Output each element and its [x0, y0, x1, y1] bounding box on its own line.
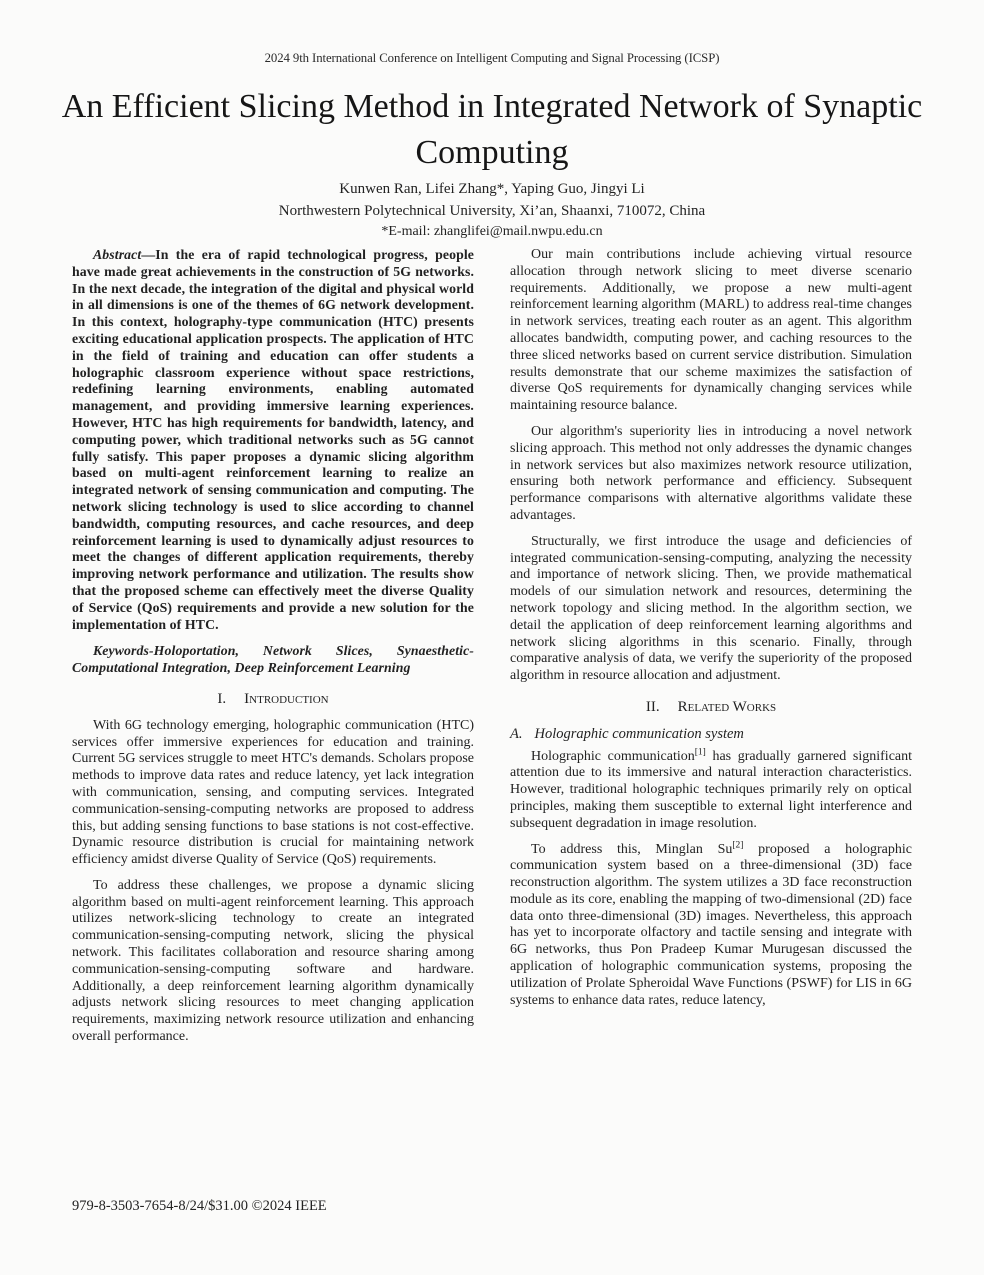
subsection-title: Holographic communication system [534, 725, 744, 742]
citation-ref-1: [1] [694, 746, 706, 757]
paragraph-text: has gradually garnered significant attention due to its immersive and natural interaction characteristics. However, traditional holographic techniques primarily rely on optical principles, making them susceptible to external light interference and subsequent degradation in image resolution. [510, 748, 913, 831]
section-number: II. [645, 698, 660, 715]
paragraph-text: To address this, Minglan Su [531, 841, 733, 857]
left-column [72, 247, 474, 1055]
subsection-heading-a [510, 726, 912, 743]
citation-ref-2: [2] [732, 839, 744, 850]
section-heading-related-works [510, 699, 912, 716]
intro-paragraph-2: To address these challenges, we propose a dynamic slicing algorithm based on multi-agent reinforcement learning. This approach utilizes network-slicing technology to create an integrated communication-sensing-computing network, slicing the physical network. This facilitates collaboration and resource sharing among communication-sensing-computing software and hardware. Additionally, a deep reinforcement learning algorithm dynamically adjusts network slicing resources to meet changing application requirements, maximizing network resource utilization and enhancing overall performance. [72, 877, 474, 1045]
right-column [510, 247, 912, 1055]
authors-line: Kunwen Ran, Lifei Zhang*, Yaping Guo, Jingyi Li [339, 181, 645, 197]
affiliation-line: Northwestern Polytechnical University, Xi’an, Shaanxi, 710072, China [278, 203, 706, 219]
abstract-label: Abstract [93, 247, 142, 262]
section-title: Related Works [677, 698, 777, 715]
section-number: I. [217, 690, 227, 707]
abstract-text: —In the era of rapid technological progress, people have made great achievements in the construction of 5G networks. In the next decade, the integration of the digital and physical world in all dimensions is one of the themes of 6G network development. In this context, holography-type communication (HTC) presents exciting educational application prospects. The application of HTC in the field of training and education can offer students a holographic classroom experience without space restrictions, redefining learning environments, enabling automated management, and providing immersive learning experiences. However, HTC has high requirements for bandwidth, latency, and computing power, which traditional networks such as 5G cannot fully satisfy. This paper proposes a dynamic slicing algorithm based on multi-agent reinforcement learning to realize an integrated network of sensing communication and computing. The network slicing technology is used to slice according to channel bandwidth, computing resources, and cache resources, and deep reinforcement learning is used to dynamically adjust resources to meet the changes of different application requirements, thereby improving network performance and utilization. The results show that the proposed scheme can effectively meet the diverse Quality of Service (QoS) requirements and provide a new solution for the implementation of HTC. [72, 247, 474, 632]
two-column-body [72, 247, 912, 1055]
paragraph-text: proposed a holographic communication system based on a three-dimensional (3D) face reconstruction algorithm. The system utilizes a 3D face reconstruction module as its core, enabling the mapping of two-dimensional (2D) face data onto three-dimensional (3D) images. Nevertheless, this approach has yet to incorporate olfactory and tactile sensing and integrate with 6G networks, thus Pon Pradeep Kumar Murugesan discussed the application of holographic communication systems, proposing the utilization of Prolate Spheroidal Wave Functions (PSWF) for LIS in 6G systems to enhance data rates, reduce latency, [510, 841, 912, 1008]
related-works-paragraph-2 [510, 839, 912, 1010]
section-heading-introduction [72, 691, 474, 708]
section-title: Introduction [244, 690, 329, 707]
subsection-number: A. [510, 725, 523, 742]
keywords-paragraph: Keywords-Holoportation, Network Slices, Synaesthetic-Computational Integration, Deep Reinforcement Learning [72, 643, 474, 676]
contributions-paragraph-3: Structurally, we first introduce the usage and deficiencies of integrated communication-sensing-computing, analyzing the necessity and importance of network slicing. Then, we provide mathematical models of our simulation network and resources, determining the network topology and slicing method. In the algorithm section, we detail the application of deep reinforcement learning algorithms and network slicing algorithms in this scenario. Finally, through comparative analysis of data, we verify the superiority of the proposed algorithm in resource allocation and adjustment. [510, 533, 912, 684]
contributions-paragraph-2: Our algorithm's superiority lies in introducing a novel network slicing approach. This method not only addresses the dynamic changes in network services but also maximizes network resource utilization, ensuring both network performance and efficiency. Subsequent performance comparisons with alternative algorithms validate these advantages. [510, 423, 912, 523]
abstract-paragraph [72, 247, 474, 633]
conference-header: 2024 9th International Conference on Intelligent Computing and Signal Processing (ICSP) [264, 51, 720, 65]
contributions-paragraph-1: Our main contributions include achieving virtual resource allocation through network slicing to meet diverse scenario requirements. Additionally, we propose a new multi-agent reinforcement learning algorithm (MARL) to address real-time changes in network services, treating each router as an agent. This algorithm allocates bandwidth, computing power, and caching resources to the three sliced networks based on current service distribution. Simulation results demonstrate that our scheme maximizes the satisfaction of diverse QoS requirements for dynamically changing services while maintaining resource balance. [510, 247, 912, 414]
paper-title: An Efficient Slicing Method in Integrated Network of Synaptic Computing [61, 88, 923, 171]
copyright-footer: 979-8-3503-7654-8/24/$31.00 ©2024 IEEE [72, 1198, 327, 1214]
intro-paragraph-1: With 6G technology emerging, holographic communication (HTC) services offer immersive experiences for education and training. Current 5G services struggle to meet HTC's demands. Scholars propose methods to improve data rates and reduce latency, yet lack integration with communication, sensing, and computing services. Integrated communication-sensing-computing networks are proposed to address this, but adding sensing functions to base stations is not cost-effective. Dynamic resource distribution is crucial for maintaining network efficiency amidst diverse Quality of Service (QoS) requirements. [72, 717, 474, 868]
related-works-paragraph-1 [510, 746, 913, 833]
email-line: *E-mail: zhanglifei@mail.nwpu.edu.cn [381, 224, 603, 239]
paragraph-text: Holographic communication [531, 748, 695, 764]
